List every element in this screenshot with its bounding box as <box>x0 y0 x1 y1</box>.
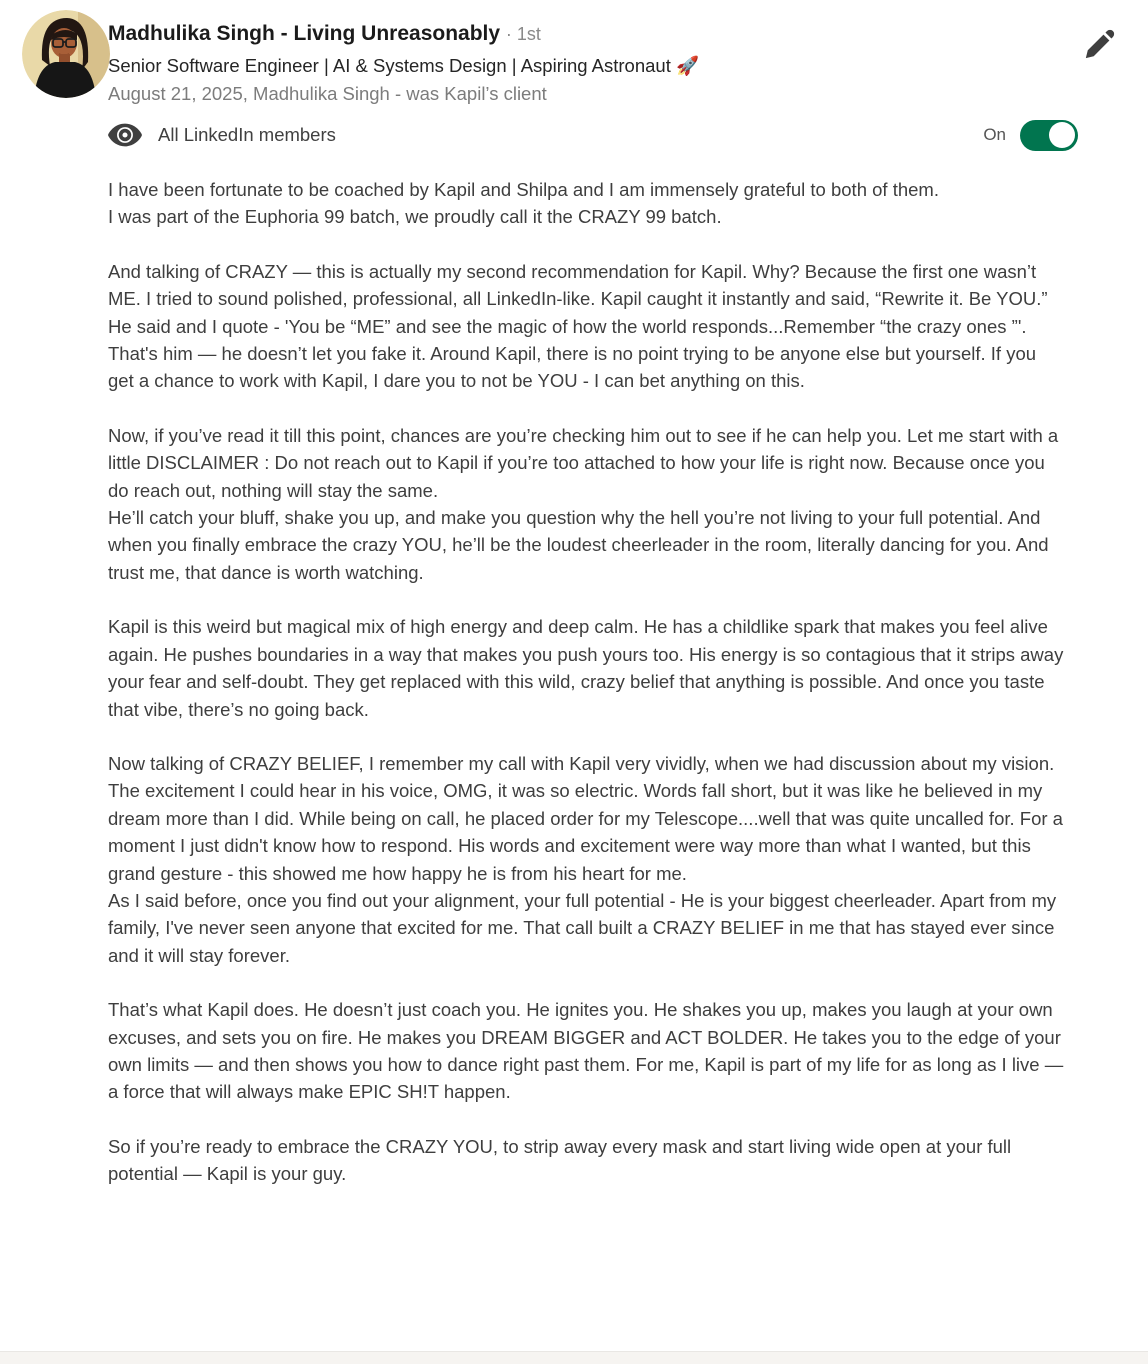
paragraph: I have been fortunate to be coached by Kapil and Shilpa and I am immensely grateful to both of them. I was part of the Euphoria 99 batch, we proudly call it the CRAZY 99 batch. <box>108 179 939 228</box>
author-name[interactable]: Madhulika Singh - Living Unreasonably <box>108 22 501 45</box>
visibility-toggle-group <box>983 120 1078 151</box>
visibility-info <box>108 123 336 147</box>
recommendation-text <box>108 176 1069 1188</box>
paragraph: Now, if you’ve read it till this point, chances are you’re checking him out to see if he can help you. Let me start with a little DISCLAIMER : Do not reach out to Kapil if you’re too attached to how your life is right now. Because once you do reach out, nothing will stay the same. He’ll catch your bluff, shake you up, and make you question why the hell you’re not living to your full potential. And when you finally embrace the crazy YOU, he’ll be the loudest cheerleader in the room, literally dancing for you. And trust me, that dance is worth watching. <box>108 424 1059 583</box>
toggle-state-label: On <box>983 125 1006 144</box>
pencil-icon <box>1083 27 1117 61</box>
visibility-row <box>108 115 1078 155</box>
recommendation-meta: August 21, 2025, Madhulika Singh - was Kapil’s client <box>108 83 547 104</box>
paragraph: Kapil is this weird but magical mix of high energy and deep calm. He has a childlike spark that makes you feel alive again. He pushes boundaries in a way that makes you push yours too. His energy is so contagious that it strips away your fear and self-doubt. They get replaced with this wild, crazy belief that anything is possible. And once you taste that vibe, there’s no going back. <box>108 616 1069 720</box>
post-header-text <box>108 8 1126 108</box>
avatar-photo <box>22 10 110 98</box>
paragraph: That’s what Kapil does. He doesn’t just coach you. He ignites you. He shakes you up, makes you laugh at your own excuses, and sets you on fire. He makes you DREAM BIGGER and ACT BOLDER. He takes you to the edge of your own limits — and then shows you how to dance right past them. For me, Kapil is part of my life for as long as I live — a force that will always make EPIC SH!T happen. <box>108 999 1069 1103</box>
avatar[interactable] <box>22 10 110 98</box>
paragraph: Now talking of CRAZY BELIEF, I remember my call with Kapil very vividly, when we had discussion about my vision. The excitement I could hear in his voice, OMG, it was so electric. Words fall short, but it was like he believed in my dream more than I did. While being on call, he placed order for my Telescope....well that was quite uncalled for. For a moment I just didn't know how to respond. His words and excitement were way more than what I wanted, but this grand gesture - this showed me how happy he is from his heart for me. As I said before, once you find out your alignment, your full potential - He is your biggest cheerleader. Apart from my family, I've never seen anyone that excited for me. That call built a CRAZY BELIEF in me that has stayed ever since and it will stay forever. <box>108 752 1063 966</box>
toggle-knob <box>1049 122 1075 148</box>
post-header <box>22 8 1126 108</box>
paragraph: And talking of CRAZY — this is actually my second recommendation for Kapil. Why? Because the first one wasn’t ME. I tried to sound polished, professional, all LinkedIn-like. Kapil caught it instantly and said, “Rewrite it. Be YOU.” He said and I quote - 'You be “ME” and see the magic of how the world responds...Remember “the crazy ones ”'. That's him — he doesn’t let you fake it. Around Kapil, there is no point trying to be anyone else but yourself. If you get a chance to work with Kapil, I dare you to not be YOU - I can bet anything on this. <box>108 260 1048 392</box>
visibility-label: All LinkedIn members <box>158 124 336 145</box>
page-background-strip <box>0 1351 1148 1364</box>
author-headline: Senior Software Engineer | AI & Systems Design | Aspiring Astronaut 🚀 <box>108 55 700 76</box>
visibility-toggle[interactable] <box>1020 120 1078 151</box>
edit-button[interactable] <box>1078 22 1122 66</box>
connection-degree: · 1st <box>505 24 541 44</box>
author-name-row[interactable] <box>108 20 1126 48</box>
paragraph: So if you’re ready to embrace the CRAZY YOU, to strip away every mask and start living wide open at your full potential — Kapil is your guy. <box>108 1135 1017 1185</box>
eye-icon <box>108 123 142 147</box>
